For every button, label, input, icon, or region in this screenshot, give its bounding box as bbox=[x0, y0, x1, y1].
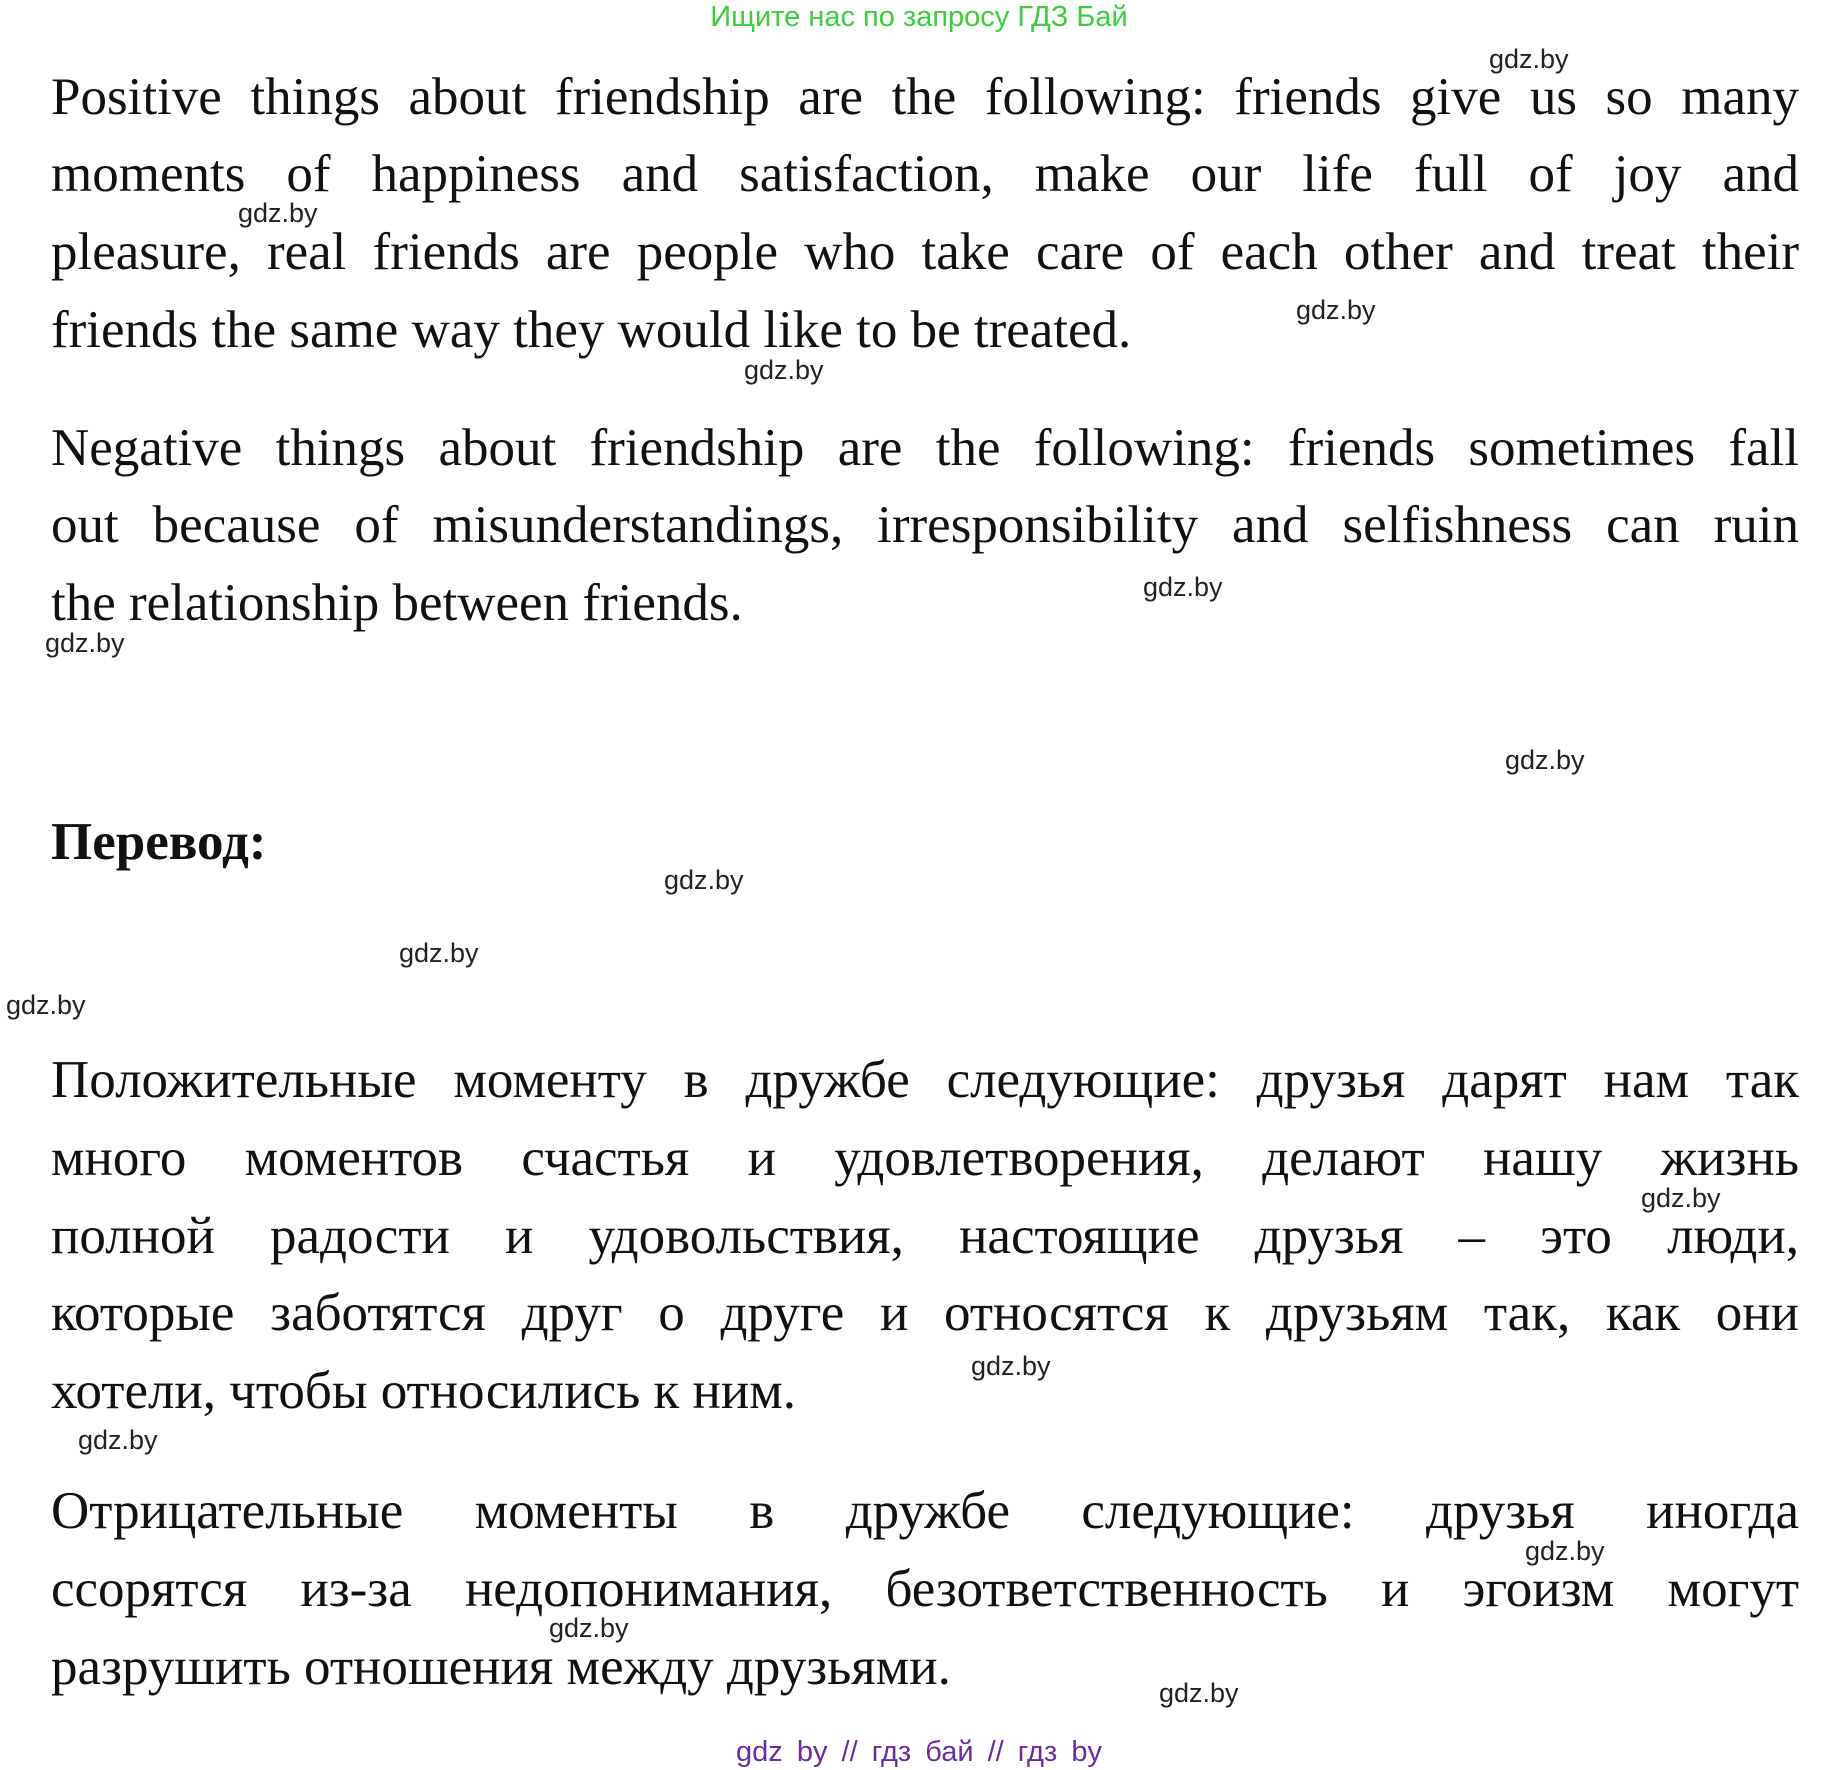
watermark: gdz.by bbox=[1296, 295, 1376, 325]
watermark: gdz.by bbox=[6, 990, 86, 1020]
watermark: gdz.by bbox=[1159, 1678, 1239, 1708]
footer-links: gdz by // гдз бай // гдз by bbox=[736, 1736, 1102, 1768]
text-line: Negative things about friendship are the following: friends sometimes fall bbox=[51, 419, 1799, 477]
text-line: the relationship between friends. bbox=[51, 574, 743, 632]
text-line: pleasure, real friends are people who take care of each other and treat their bbox=[51, 223, 1799, 281]
text-line: Положительные моменту в дружбе следующие: друзья дарят нам так bbox=[51, 1051, 1799, 1109]
watermark: gdz.by bbox=[399, 938, 479, 968]
text-line: полной радости и удовольствия, настоящие друзья – это люди, bbox=[51, 1207, 1799, 1265]
text-line: Positive things about friendship are the following: friends give us so many bbox=[51, 68, 1799, 126]
text-line: moments of happiness and satisfaction, make our life full of joy and bbox=[51, 145, 1799, 203]
watermark: gdz.by bbox=[45, 628, 125, 658]
text-line: friends the same way they would like to be treated. bbox=[51, 301, 1132, 359]
watermark: gdz.by bbox=[971, 1351, 1051, 1381]
text-line: Отрицательные моменты в дружбе следующие: друзья иногда bbox=[51, 1482, 1799, 1540]
text-line: out because of misunderstandings, irresponsibility and selfishness can ruin bbox=[51, 496, 1799, 554]
translation-heading: Перевод: bbox=[51, 813, 267, 871]
watermark: gdz.by bbox=[744, 355, 824, 385]
watermark: gdz.by bbox=[78, 1425, 158, 1455]
watermark: gdz.by bbox=[1489, 44, 1569, 74]
watermark: gdz.by bbox=[1525, 1536, 1605, 1566]
watermark: gdz.by bbox=[238, 198, 318, 228]
text-line: ссорятся из-за недопонимания, безответственность и эгоизм могут bbox=[51, 1560, 1799, 1618]
text-line: хотели, чтобы относились к ним. bbox=[51, 1362, 797, 1420]
text-line: которые заботятся друг о друге и относятся к друзьям так, как они bbox=[51, 1284, 1799, 1342]
watermark: gdz.by bbox=[1505, 745, 1585, 775]
watermark: gdz.by bbox=[1143, 572, 1223, 602]
text-line: много моментов счастья и удовлетворения, делают нашу жизнь bbox=[51, 1129, 1799, 1187]
text-line: разрушить отношения между друзьями. bbox=[51, 1638, 951, 1696]
watermark: gdz.by bbox=[1641, 1183, 1721, 1213]
search-hint-banner: Ищите нас по запросу ГДЗ Бай bbox=[710, 1, 1128, 33]
watermark: gdz.by bbox=[549, 1613, 629, 1643]
watermark: gdz.by bbox=[664, 865, 744, 895]
